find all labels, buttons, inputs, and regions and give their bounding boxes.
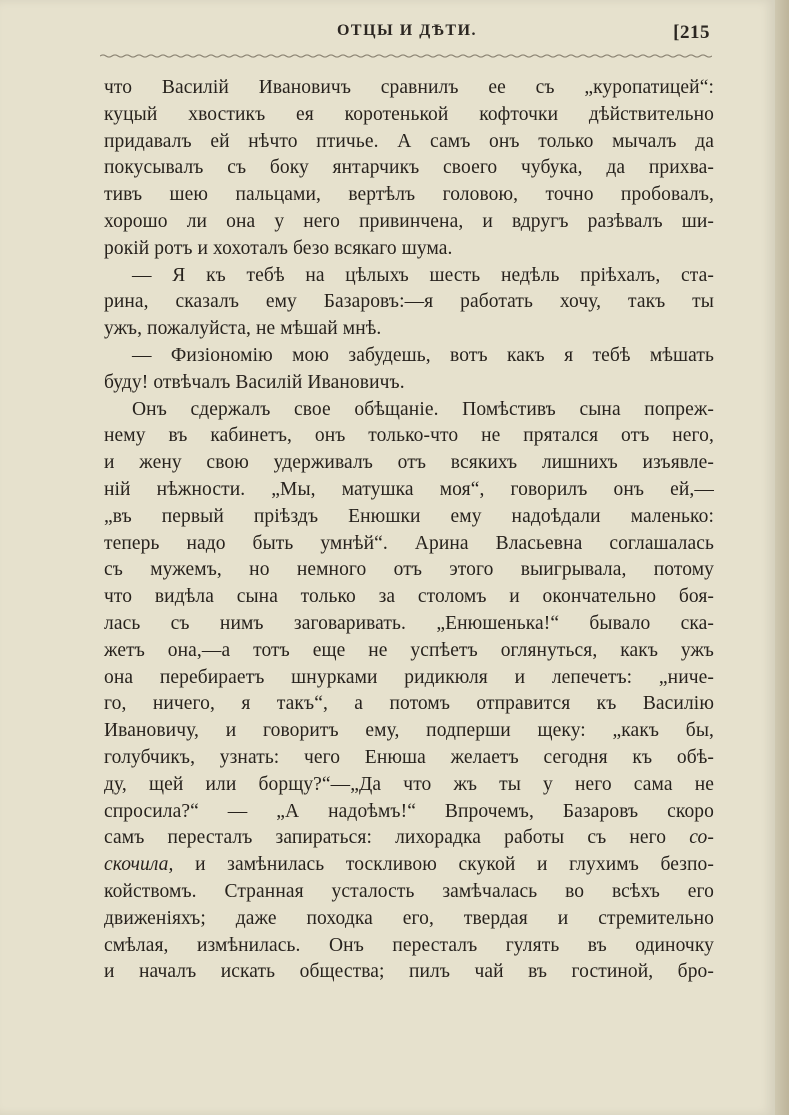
line-text: спросила?“ — „А надоѣмъ!“ Впрочемъ, Базаровъ скоро <box>104 800 714 822</box>
line-text: го, ничего, я такъ“, а потомъ отправится къ Василію <box>104 693 714 715</box>
line-text: нему въ кабинетъ, онъ только-что не прятался отъ него, <box>104 425 714 447</box>
text-line <box>104 182 714 209</box>
text-line <box>104 289 714 316</box>
text-line <box>104 799 714 826</box>
text-line <box>104 129 714 156</box>
text-line <box>104 423 714 450</box>
line-text: тивъ шею пальцами, вертѣлъ головою, точно пробовалъ, <box>104 184 714 206</box>
line-text: куцый хвостикъ ея коротенькой кофточки дѣйствительно <box>104 103 714 125</box>
line-text: и жену свою удерживалъ отъ всякихъ лишнихъ изъявле- <box>104 452 714 474</box>
line-text: Ивановичу, и говоритъ ему, подперши щеку: „какъ бы, <box>104 720 714 742</box>
text-line <box>104 825 714 852</box>
text-line <box>104 879 714 906</box>
italic-text: скочила, <box>104 854 174 876</box>
text-line <box>104 75 714 102</box>
text-line <box>104 584 714 611</box>
line-text: что видѣла сына только за столомъ и окончательно боя- <box>104 586 714 608</box>
line-text: теперь надо быть умнѣй“. Арина Власьевна соглашалась <box>104 532 714 554</box>
running-title: ОТЦЫ И ДѢТИ. <box>336 22 478 39</box>
line-text: съ мужемъ, но немного отъ этого выигрывала, потому <box>104 559 714 581</box>
text-line <box>104 638 714 665</box>
text-line <box>104 531 714 558</box>
line-text: рина, сказалъ ему Базаровъ:—я работать хочу, такъ ты <box>104 291 714 313</box>
line-text: придавалъ ей нѣчто птичье. А самъ онъ только мычалъ да <box>104 130 714 152</box>
line-text: „въ первый пріѣздъ Енюшки ему надоѣдали маленько: <box>104 505 714 527</box>
text-line <box>104 316 714 343</box>
line-text: и началъ искать общества; пилъ чай въ гостиной, бро- <box>104 961 714 983</box>
text-line <box>104 745 714 772</box>
text-line <box>104 155 714 182</box>
line-text: ужъ, пожалуйста, не мѣшай мнѣ. <box>104 318 382 340</box>
text-line <box>104 906 714 933</box>
line-text: что Василій Ивановичъ сравнилъ ее съ „куропатицей“: <box>104 77 714 98</box>
text-line <box>104 557 714 584</box>
line-text: ній нѣжности. „Мы, матушка моя“, говорилъ онъ ей,— <box>104 478 714 500</box>
text-line <box>104 263 714 290</box>
text-line <box>104 933 714 960</box>
line-text: лась съ нимъ заговаривать. „Енюшенька!“ бывало ска- <box>104 612 714 634</box>
text-line <box>104 236 714 263</box>
line-text: голубчикъ, узнать: чего Енюша желаетъ сегодня къ обѣ- <box>104 746 714 768</box>
line-text: хорошо ли она у него привинчена, и вдругъ разѣвалъ ши- <box>104 210 714 232</box>
line-text: жетъ она,—а тотъ еще не успѣетъ оглянуться, какъ ужъ <box>104 639 714 661</box>
text-line <box>104 611 714 638</box>
line-text: буду! отвѣчалъ Василій Ивановичъ. <box>104 371 405 393</box>
line-text: самъ пересталъ запираться: лихорадка работы съ него <box>104 827 667 849</box>
text-line <box>104 772 714 799</box>
text-line <box>104 477 714 504</box>
text-line <box>104 450 714 477</box>
text-line <box>104 102 714 129</box>
text-body <box>104 75 714 986</box>
text-line <box>104 370 714 397</box>
text-line <box>104 343 714 370</box>
line-text: движеніяхъ; даже походка его, твердая и стремительно <box>104 907 714 929</box>
text-line <box>104 397 714 424</box>
text-line <box>104 691 714 718</box>
line-text: смѣлая, измѣнилась. Онъ пересталъ гулять въ одиночку <box>104 934 714 956</box>
line-text: рокій ротъ и хохоталъ безо всякаго шума. <box>104 237 453 259</box>
line-text-continued: и замѣнилась тоскливою скукой и глухимъ безпо- <box>173 854 714 876</box>
line-text: покусывалъ съ боку янтарчикъ своего чубука, да прихва- <box>104 157 714 179</box>
line-text: она перебираетъ шнурками ридикюля и лепечетъ: „ниче- <box>104 666 714 688</box>
line-text: койствомъ. Странная усталость замѣчалась во всѣхъ его <box>104 880 714 902</box>
line-text: — Физіономію мою забудешь, вотъ какъ я тебѣ мѣшать <box>132 344 714 366</box>
italic-text: со- <box>689 827 714 849</box>
text-line <box>104 209 714 236</box>
page-number: [215 <box>673 22 710 43</box>
text-line <box>104 959 714 986</box>
line-text: Онъ сдержалъ свое обѣщаніе. Помѣстивъ сына попреж- <box>132 398 714 420</box>
wavy-header-rule <box>100 52 712 60</box>
text-line <box>104 718 714 745</box>
text-line <box>104 852 714 879</box>
page-header <box>104 22 710 46</box>
line-text: — Я къ тебѣ на цѣлыхъ шесть недѣль пріѣхалъ, ста- <box>132 264 714 286</box>
page-edge <box>775 0 789 1115</box>
line-text: ду, щей или борщу?“—„Да что жъ ты у него сама не <box>104 773 714 795</box>
text-line <box>104 504 714 531</box>
text-line <box>104 665 714 692</box>
